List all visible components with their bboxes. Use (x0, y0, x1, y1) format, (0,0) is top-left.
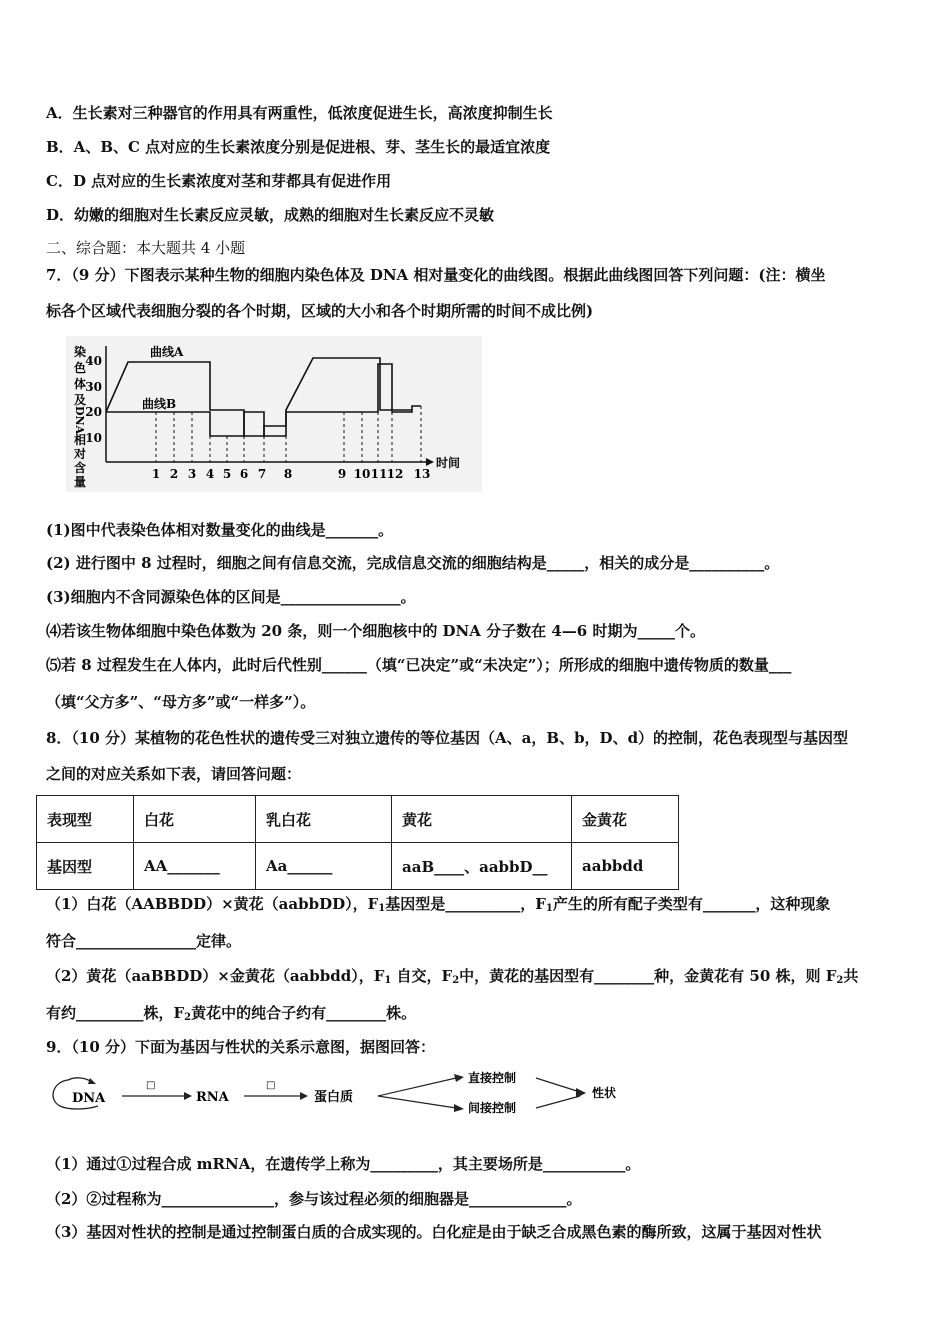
q7-stem-line2: 标各个区域代表细胞分裂的各个时期，区域的大小和各个时期所需的时间不成比例) (46, 302, 594, 320)
q8-sub2-line2: 有约_________株，$F_2$黄花中的纯合子约有________株。 (46, 1004, 417, 1023)
y-axis-label-1: 染 (73, 345, 87, 359)
protein-label: 蛋白质 (314, 1090, 354, 1105)
q9-sub3: （3）基因对性状的控制是通过控制蛋白质的合成实现的。白化症是由于缺乏合成黑色素的酶所致，这属于基因对性状 (46, 1223, 822, 1241)
y-tick-30: 30 (85, 380, 102, 394)
q7-sub5-line2: （填“父方多”、“母方多”或“一样多”）。 (46, 693, 316, 711)
q7-sub3: (3)细胞内不含同源染色体的区间是________________。 (46, 588, 416, 606)
mark-1: □ (146, 1080, 156, 1091)
table-cell: aabbdd (572, 843, 679, 890)
q7-sub2: (2) 进行图中 8 过程时，细胞之间有信息交流，完成信息交流的细胞结构是_____，相关的成分是__________。 (46, 554, 780, 572)
curve-a-label: 曲线A (150, 345, 184, 359)
x-tick-7: 7 (257, 467, 267, 481)
x-tick-13: 13 (413, 467, 431, 481)
x-tick-6: 6 (239, 467, 249, 481)
q7-sub5-line1: ⑸若 8 过程发生在人体内，此时后代性别______（填“已决定”或“未决定”）；所形成的细胞中遗传物质的数量___ (46, 656, 792, 674)
y-axis-label-4: 及 (73, 393, 87, 407)
y-axis-label-7: 对 (73, 447, 87, 461)
q8-sub1-line1: （1）白花（AABBDD）×黄花（aabbDD），$F_1$基因型是__________，$F_1$产生的所有配子类型有_______，这种现象 (46, 895, 831, 914)
q6-option-c: C．D 点对应的生长素浓度对茎和芽都具有促进作用 (46, 172, 392, 190)
table-cell: 金黄花 (572, 796, 679, 843)
x-tick-10: 10 (353, 467, 371, 481)
x-tick-5: 5 (222, 467, 232, 481)
arrow-indirect-out (536, 1096, 580, 1108)
x-tick-3: 3 (187, 467, 197, 481)
direct-label: 直接控制 (468, 1071, 517, 1085)
table-cell: 乳白花 (256, 796, 392, 843)
arrow-direct-in (378, 1078, 456, 1096)
table-cell: 基因型 (37, 843, 134, 890)
q7-stem-line1: 7．（9 分）下图表示某种生物的细胞内染色体及 DNA 相对量变化的曲线图。根据此曲线图回答下列问题：(注：横坐 (46, 266, 826, 284)
x-tick-1: 1 (151, 467, 161, 481)
table-cell: 白花 (134, 796, 256, 843)
x-tick-8: 8 (283, 467, 293, 481)
q8-stem-line2: 之间的对应关系如下表，请回答问题： (46, 765, 302, 783)
y-axis-label-6: 相 (73, 433, 87, 447)
x-tick-4: 4 (205, 467, 215, 481)
curve-b-label: 曲线B (142, 397, 177, 411)
y-tick-10: 10 (85, 431, 102, 445)
genotype-table (36, 795, 679, 890)
table-cell: 黄花 (392, 796, 572, 843)
q9-stem: 9．（10 分）下面为基因与性状的关系示意图，据图回答： (46, 1038, 436, 1056)
table-cell: 表现型 (37, 796, 134, 843)
arrow-indirect-in (378, 1096, 456, 1108)
x-tick-11: 11 (370, 467, 388, 481)
y-tick-40: 40 (85, 354, 102, 368)
trait-label: 性状 (592, 1086, 617, 1100)
y-axis-label-2: 色 (73, 361, 87, 375)
x-tick-2: 2 (169, 467, 179, 481)
y-axis-label-9: 量 (73, 475, 87, 489)
table-cell: AA_______ (134, 843, 256, 890)
y-axis-label-3: 体 (73, 377, 87, 391)
q9-sub2: （2）②过程称为_______________，参与该过程必须的细胞器是_____________。 (46, 1190, 582, 1208)
table-cell: Aa______ (256, 843, 392, 890)
x-axis-label: 时间 (436, 456, 461, 470)
rna-label: RNA (196, 1090, 229, 1105)
table-cell: aaB____、aabbD__ (392, 843, 572, 890)
q8-sub1-line2: 符合________________定律。 (46, 932, 242, 950)
y-axis-label-5: DNA (73, 405, 86, 435)
x-tick-9: 9 (337, 467, 347, 481)
q7-sub1: (1)图中代表染色体相对数量变化的曲线是_______。 (46, 521, 394, 539)
dna-label: DNA (72, 1091, 106, 1106)
table-row (37, 843, 679, 890)
x-tick-12: 12 (386, 467, 404, 481)
q7-sub4: ⑷若该生物体细胞中染色体数为 20 条，则一个细胞核中的 DNA 分子数在 4—6 时期为_____个。 (46, 622, 705, 640)
y-tick-20: 20 (85, 405, 102, 419)
section-title: 二、综合题：本大题共 4 小题 (46, 239, 246, 257)
y-axis-label-8: 含 (73, 461, 87, 475)
arrow-direct-out (536, 1078, 580, 1092)
table-row (37, 796, 679, 843)
mark-2: □ (266, 1080, 276, 1091)
q6-option-d: D．幼嫩的细胞对生长素反应灵敏，成熟的细胞对生长素反应不灵敏 (46, 206, 495, 224)
gene-trait-diagram (46, 1066, 636, 1120)
q9-sub1: （1）通过①过程合成 mRNA，在遗传学上称为_________，其主要场所是___________。 (46, 1155, 641, 1173)
q6-option-a: A．生长素对三种器官的作用具有两重性，低浓度促进生长，高浓度抑制生长 (46, 104, 553, 122)
indirect-label: 间接控制 (468, 1101, 517, 1115)
chromosome-dna-chart (66, 336, 482, 492)
q8-sub2-line1: （2）黄花（aaBBDD）×金黄花（aabbdd），$F_1$ 自交，$F_2$中，黄花的基因型有________种，金黄花有 50 株，则 $F_2$共 (46, 967, 859, 986)
q6-option-b: B．A、B、C 点对应的生长素浓度分别是促进根、芽、茎生长的最适宜浓度 (46, 138, 551, 156)
q8-stem-line1: 8．（10 分）某植物的花色性状的遗传受三对独立遗传的等位基因（A、a，B、b，D、d）的控制，花色表现型与基因型 (46, 729, 849, 747)
